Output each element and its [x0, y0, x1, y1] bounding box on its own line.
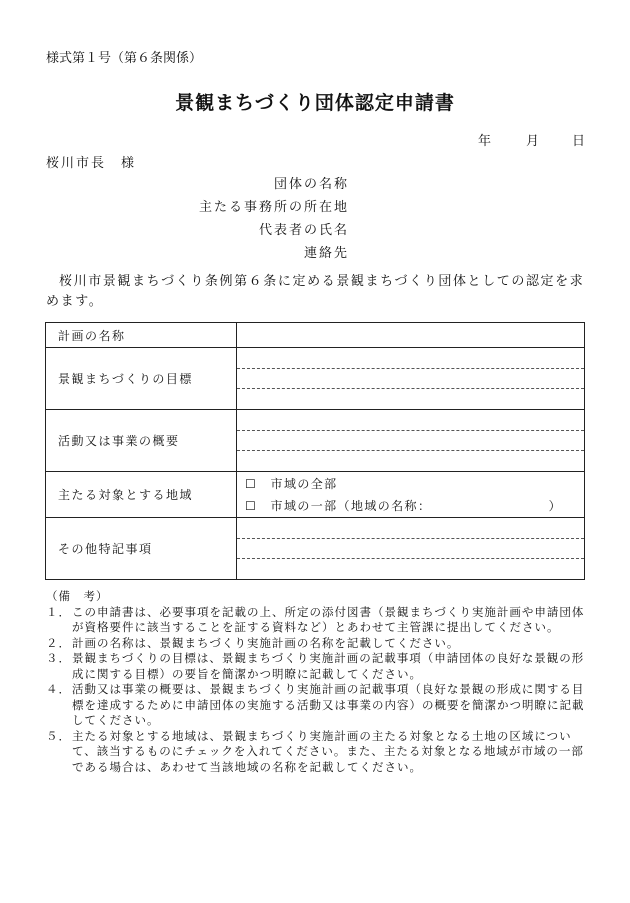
note-text: 活動又は事業の概要は、景観まちづくり実施計画の記載事項（良好な景観の形成に関する目標を達成するために申請団体の実施する活動又は事業の内容）の概要を簡潔かつ明瞭に記載してください。 — [72, 682, 585, 727]
table-row-other — [46, 518, 585, 580]
group-name-label: 団体の名称 — [273, 177, 349, 192]
note-number: ５． — [46, 728, 71, 743]
goal-line-1 — [237, 349, 584, 369]
note-item — [46, 605, 591, 636]
note-number: １． — [46, 604, 71, 619]
note-item — [46, 729, 591, 776]
note-item — [46, 636, 591, 652]
document-title: 景観まちづくり団体認定申請書 — [175, 92, 455, 114]
goal-label: 景観まちづくりの目標 — [46, 348, 237, 410]
note-text: 景観まちづくりの目標は、景観まちづくり実施計画の記載事項（申請団体の良好な景観の形成に関する目標）の要旨を簡潔かつ明瞭に記載してください。 — [72, 651, 585, 681]
intro-paragraph: 桜川市景観まちづくり条例第６条に定める景観まちづくり団体としての認定を求めます。 — [46, 274, 585, 309]
goal-line-2 — [237, 369, 584, 389]
application-table — [45, 322, 585, 580]
activity-line-1 — [237, 411, 584, 431]
notes-heading: （備 考） — [46, 589, 109, 603]
activity-field[interactable] — [237, 410, 585, 472]
notes-section — [46, 589, 591, 775]
area-option-part[interactable] — [237, 495, 584, 517]
note-item — [46, 682, 591, 729]
representative-label: 代表者の氏名 — [258, 223, 349, 238]
area-option-all[interactable]: ☐ 市域の全部 — [245, 476, 338, 491]
office-address-label: 主たる事務所の所在地 — [198, 200, 349, 215]
activity-line-2 — [237, 431, 584, 451]
plan-name-label: 計画の名称 — [46, 323, 237, 348]
addressee: 桜川市長 様 — [46, 156, 137, 171]
note-text: 計画の名称は、景観まちづくり実施計画の名称を記載してください。 — [72, 635, 460, 650]
note-number: ２． — [46, 635, 71, 650]
activity-line-3 — [237, 451, 584, 471]
note-item — [46, 651, 591, 682]
goal-field[interactable] — [237, 348, 585, 410]
date-day-label: 日 — [572, 134, 586, 149]
activity-label: 活動又は事業の概要 — [46, 410, 237, 472]
date-year-label: 年 — [478, 134, 492, 149]
note-number: ３． — [46, 651, 71, 665]
contact-label: 連絡先 — [303, 246, 349, 261]
other-field[interactable] — [237, 518, 585, 580]
form-number: 様式第１号（第６条関係） — [46, 51, 203, 66]
plan-name-field[interactable] — [237, 323, 585, 348]
other-label: その他特記事項 — [46, 518, 237, 580]
table-row-plan-name — [46, 323, 585, 348]
note-text: 主たる対象とする地域は、景観まちづくり実施計画の主たる対象となる土地の区域について、該当するものにチェックを入れてください。また、主たる対象となる地域が市域の一部である場合は、あわせて当該地域の名称を記載してください。 — [72, 728, 584, 774]
area-option-part-label: ☐ 市域の一部（地域の名称： — [245, 498, 432, 513]
date-month-label: 月 — [526, 134, 540, 149]
other-line-2 — [237, 539, 584, 559]
area-option-part-close: ） — [548, 498, 562, 513]
other-line-3 — [237, 559, 584, 579]
goal-line-3 — [237, 389, 584, 409]
note-text: この申請書は、必要事項を記載の上、所定の添付図書（景観まちづくり実施計画や申請団体が資格要件に該当することを証する資料など）とあわせて主管課に提出してください。 — [72, 604, 585, 634]
area-field — [237, 472, 585, 518]
table-row-goal — [46, 348, 585, 410]
table-row-activity — [46, 410, 585, 472]
area-label: 主たる対象とする地域 — [46, 472, 237, 518]
table-row-area — [46, 472, 585, 518]
note-number: ４． — [46, 682, 71, 696]
other-line-1 — [237, 519, 584, 539]
